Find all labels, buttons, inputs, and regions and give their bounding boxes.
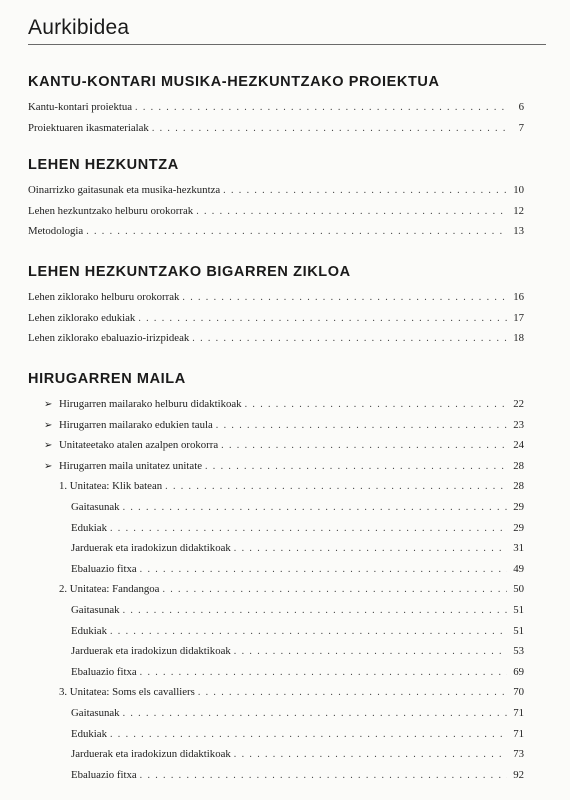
toc-entry-page: 10 [513,184,524,196]
toc-section-bigarren-zikloa [28,263,524,349]
toc-entry-page: 16 [513,291,524,303]
toc-entry-page: 7 [518,121,524,134]
dot-leader [110,725,507,746]
toc-entry[interactable] [28,559,524,580]
dot-leader [140,766,507,787]
toc-entry[interactable] [28,744,524,765]
toc-section-hirugarren-maila [28,370,524,785]
toc-entry[interactable] [28,308,524,329]
dot-leader [86,222,507,243]
toc-entry-label: Lehen ziklorako ebaluazio-irizpideak [28,332,190,345]
toc-entry-page: 22 [513,398,524,410]
dot-leader [140,560,507,581]
section-heading: KANTU-KONTARI MUSIKA-HEZKUNTZAKO PROIEKTUA [28,74,440,90]
section-heading: LEHEN HEZKUNTZA [28,157,179,173]
toc-entry-label: 2. Unitatea: Fandangoa [59,583,160,596]
toc-entry-page: 17 [513,311,524,324]
toc-entry[interactable] [28,621,524,642]
dot-leader [198,683,507,704]
title-divider [28,44,546,45]
dot-leader [192,329,507,350]
dot-leader [245,395,507,416]
toc-entry-page: 70 [513,686,524,699]
toc-entry-label: Ebaluazio fitxa [71,768,137,781]
toc-entry[interactable] [28,765,524,786]
toc-entry-label: Hirugarren mailarako edukien taula [59,418,213,431]
toc-entry-page: 29 [513,500,524,513]
toc-entry[interactable] [28,328,524,349]
toc-entry-label: Gaitasunak [71,603,120,616]
dot-leader [165,477,507,498]
toc-entry-label: Jarduerak eta iradokizun didaktikoak [71,542,231,555]
arrow-bullet-icon: ➢ [44,440,53,452]
arrow-bullet-icon: ➢ [44,399,53,410]
dot-leader [196,202,507,223]
toc-entry-label: Edukiak [71,521,107,534]
toc-entry-label: Edukiak [71,624,107,637]
dot-leader [205,457,507,478]
toc-entry-page: 73 [513,748,524,761]
toc-entry-page: 18 [513,332,524,345]
dot-leader [234,642,507,663]
toc-entry-label: Jarduerak eta iradokizun didaktikoak [71,645,231,658]
toc-entry[interactable] [28,641,524,662]
toc-entry[interactable] [28,456,524,477]
toc-entry-page: 12 [513,204,524,217]
toc-entry[interactable] [28,394,524,415]
toc-section-kantu-kontari [28,73,524,138]
toc-entry-label: Jarduerak eta iradokizun didaktikoak [71,748,231,761]
toc-entry-page: 92 [513,768,524,781]
toc-entry-page: 28 [513,459,524,472]
toc-entry-label: Lehen hezkuntzako helburu orokorrak [28,204,194,217]
toc-entry[interactable] [28,97,524,118]
toc-entry-unit[interactable] [28,682,524,703]
toc-entry-unit[interactable] [28,579,524,600]
dot-leader [221,436,507,457]
toc-entry-page: 50 [513,583,524,596]
toc-entry-page: 29 [513,521,524,534]
toc-entry-label: 1. Unitatea: Klik batean [59,480,163,493]
toc-entry-label: Unitateetako atalen azalpen orokorra [59,439,219,452]
dot-leader [110,519,507,540]
dot-leader [223,181,507,202]
dot-leader [138,309,507,330]
page-title: Aurkibidea [28,16,130,39]
dot-leader [123,704,507,725]
toc-entry-page: 69 [513,665,524,678]
dot-leader [135,98,507,119]
toc-entry-page: 51 [513,624,524,637]
toc-entry-page: 53 [513,645,524,658]
toc-entry-label: 3. Unitatea: Soms els cavalliers [59,686,195,699]
toc-entry-page: 49 [513,562,524,575]
toc-entry-label: Lehen ziklorako edukiak [28,311,136,324]
toc-entry-page: 71 [513,727,524,740]
toc-entry[interactable] [28,287,524,308]
toc-entry[interactable] [28,415,524,436]
dot-leader [216,416,507,437]
dot-leader [234,745,507,766]
toc-entry[interactable] [28,724,524,745]
toc-entry-label: Gaitasunak [71,500,120,513]
toc-entry[interactable] [28,538,524,559]
dot-leader [140,663,507,684]
dot-leader [182,288,507,309]
dot-leader [110,622,507,643]
toc-entry[interactable] [28,221,524,242]
toc-entry[interactable] [28,435,524,456]
toc-entry[interactable] [28,118,524,139]
toc-entry-label: Hirugarren maila unitatez unitate [59,459,202,472]
toc-entry[interactable] [28,703,524,724]
toc-entry-page: 6 [518,101,524,113]
toc-entry-label: Edukiak [71,727,107,740]
toc-entry[interactable] [28,201,524,222]
arrow-bullet-icon: ➢ [44,419,53,431]
toc-entry-label: Hirugarren mailarako helburu didaktikoak [59,398,242,410]
toc-entry-unit[interactable] [28,476,524,497]
toc-section-lehen-hezkuntza [28,156,524,242]
toc-entry-label: Ebaluazio fitxa [71,562,137,575]
toc-entry[interactable] [28,600,524,621]
toc-entry[interactable] [28,518,524,539]
section-heading: HIRUGARREN MAILA [28,371,186,387]
arrow-bullet-icon: ➢ [44,460,53,472]
dot-leader [123,601,507,622]
dot-leader [152,119,507,140]
toc-entry-page: 71 [513,706,524,719]
toc-entry-page: 13 [513,225,524,238]
toc-entry-page: 24 [513,439,524,452]
toc-entry[interactable] [28,662,524,683]
dot-leader [234,539,507,560]
toc-entry-label: Lehen ziklorako helburu orokorrak [28,291,180,303]
dot-leader [123,498,507,519]
toc-entry[interactable] [28,180,524,201]
toc-entry-label: Oinarrizko gaitasunak eta musika-hezkuntza [28,184,221,196]
toc-entry-label: Ebaluazio fitxa [71,665,137,678]
toc-entry-page: 28 [513,480,524,493]
dot-leader [162,580,507,601]
toc-entry-label: Gaitasunak [71,706,120,719]
section-heading: LEHEN HEZKUNTZAKO BIGARREN ZIKLOA [28,264,351,280]
toc-entry-page: 23 [513,418,524,431]
toc-entry-page: 51 [513,603,524,616]
toc-entry-label: Kantu-kontari proiektua [28,101,133,113]
toc-entry-page: 31 [513,542,524,555]
toc-entry[interactable] [28,497,524,518]
toc-entry-label: Proiektuaren ikasmaterialak [28,121,149,134]
toc-entry-label: Metodologia [28,225,84,238]
